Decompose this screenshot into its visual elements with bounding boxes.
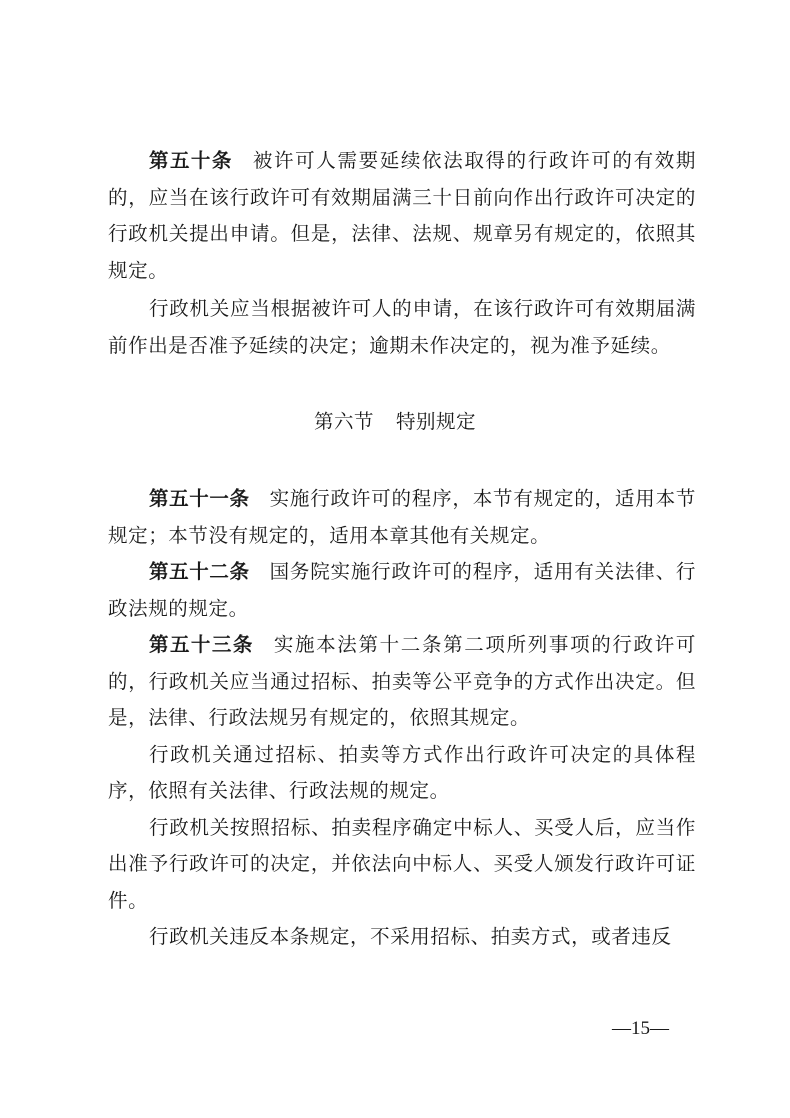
article-51-paragraph-1 xyxy=(108,481,696,554)
article-53-paragraph-1 xyxy=(108,627,696,737)
article-53-paragraph-4: 行政机关违反本条规定，不采用招标、拍卖方式，或者违反 xyxy=(149,925,672,948)
article-53-title: 第五十三条 xyxy=(149,633,254,656)
article-50 xyxy=(108,143,696,364)
article-50-paragraph-1 xyxy=(108,143,696,289)
article-52-text-1: 国务院实施行政许可的程序，适用有关法律、行政法规的规定。 xyxy=(108,560,696,620)
article-51-text-1: 实施行政许可的程序，本节有规定的，适用本节规定；本节没有规定的，适用本章其他有关规定。 xyxy=(108,487,696,547)
article-53-text-1: 实施本法第十二条第二项所列事项的行政许可的，行政机关应当通过招标、拍卖等公平竞争的方式作出决定。但是，法律、行政法规另有规定的，依照其规定。 xyxy=(108,633,696,729)
article-50-text-1: 被许可人需要延续依法取得的行政许可的有效期的，应当在该行政许可有效期届满三十日前向作出行政许可决定的行政机关提出申请。但是，法律、法规、规章另有规定的，依照其规定。 xyxy=(108,149,696,282)
article-51-title: 第五十一条 xyxy=(149,487,250,510)
article-50-paragraph-2: 行政机关应当根据被许可人的申请，在该行政许可有效期届满前作出是否准予延续的决定；逾期未作决定的，视为准予延续。 xyxy=(108,297,696,357)
article-50-title: 第五十条 xyxy=(149,149,233,172)
article-53-paragraph-3: 行政机关按照招标、拍卖程序确定中标人、买受人后，应当作出准予行政许可的决定，并依法向中标人、买受人颁发行政许可证件。 xyxy=(108,815,696,912)
section-name: 特别规定 xyxy=(396,410,477,433)
section-heading xyxy=(0,406,790,434)
page-number: —15— xyxy=(612,1018,669,1039)
section-number: 第六节 xyxy=(313,410,374,433)
article-52-paragraph-1 xyxy=(108,554,696,627)
article-53-paragraph-2: 行政机关通过招标、拍卖等方式作出行政许可决定的具体程序，依照有关法律、行政法规的规定。 xyxy=(108,742,696,802)
section-body xyxy=(108,481,696,956)
article-52-title: 第五十二条 xyxy=(149,560,250,583)
